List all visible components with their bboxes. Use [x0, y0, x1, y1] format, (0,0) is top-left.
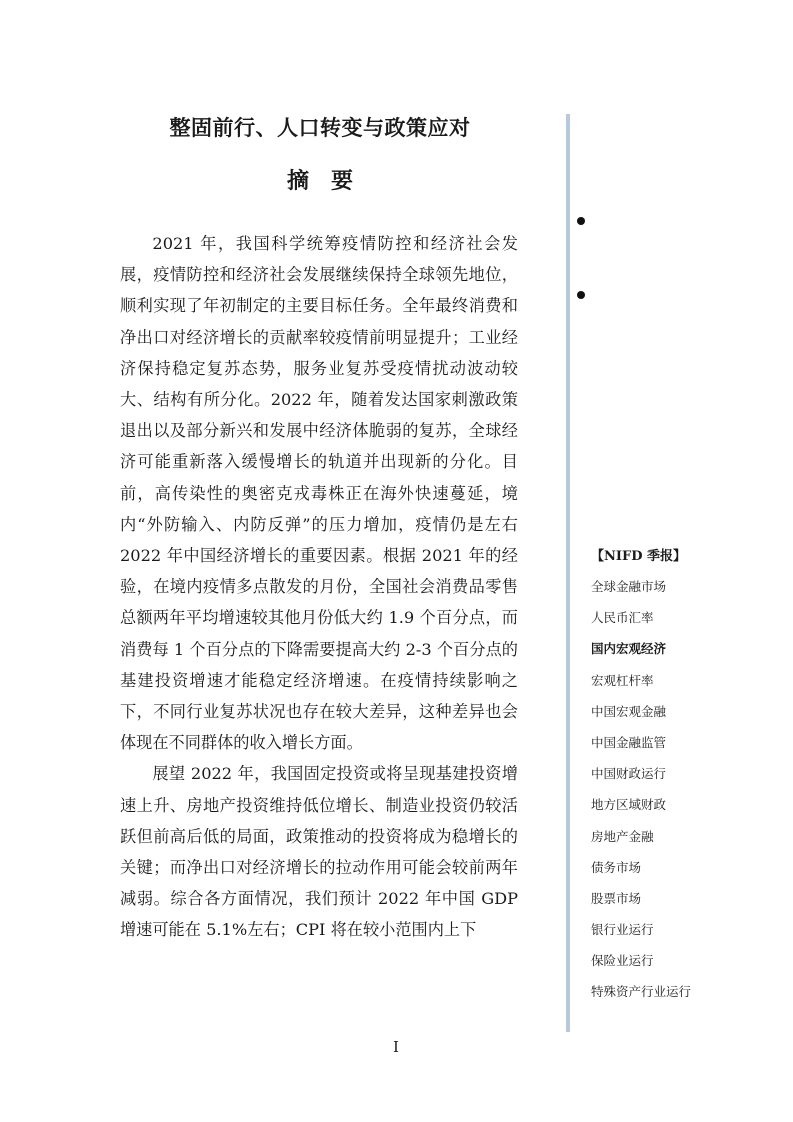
vertical-divider — [566, 114, 570, 1032]
sidebar-item[interactable]: 中国金融监管 — [591, 734, 667, 750]
sidebar-item[interactable]: 全球金融市场 — [591, 579, 667, 594]
sidebar-item[interactable]: 保险业运行 — [591, 953, 654, 969]
sidebar-item[interactable]: 银行业运行 — [591, 922, 654, 938]
bullet-dot — [577, 217, 585, 225]
sidebar-nav — [591, 543, 781, 1008]
sidebar-item[interactable]: 中国财政运行 — [591, 766, 667, 782]
sidebar-item[interactable]: 人民币汇率 — [591, 610, 654, 626]
sidebar-item[interactable]: 宏观杠杆率 — [591, 672, 654, 688]
sidebar-item[interactable]: 国内宏观经济 — [591, 641, 667, 657]
paragraph: 展望 2022 年，我国固定投资或将呈现基建投资增速上升、房地产投资维持低位增长、制造业投资仍较活跃但前高后低的局面，政策推动的投资将成为稳增长的关键；而净出口对经济增长的拉动作用可能会较前两年减弱。综合各方面情况，我们预计 2022 年中国 GDP 增速可能在 5.1%左右；CPI 将在较小范围内上下 — [120, 764, 518, 940]
sidebar-item[interactable]: 中国宏观金融 — [591, 703, 667, 719]
page-title: 整固前行、人口转变与政策应对 — [169, 115, 471, 140]
sidebar-item[interactable]: 房地产金融 — [591, 828, 654, 844]
sidebar-item[interactable]: 特殊资产行业运行 — [591, 984, 692, 1000]
paragraph: 2021 年，我国科学统筹疫情防控和经济社会发展，疫情防控和经济社会发展继续保持全球领先地位，顺利实现了年初制定的主要目标任务。全年最终消费和净出口对经济增长的贡献率较疫情前明显提升；工业经济保持稳定复苏态势，服务业复苏受疫情扰动波动较大、结构有所分化。2022 年，随着发达国家刺激政策退出以及部分新兴和发展中经济体脆弱的复苏，全球经济可能重新落入缓慢增长的轨道并出现新的分化。目前，高传染性的奥密克戎毒株正在海外快速蔓延，境内“外防输入、内防反弹”的压力增加，疫情仍是左右 2022 年中国经济增长的重要因素。根据 2021 年的经验，在境内疫情多点散发的月份，全国社会消费品零售总额两年平均增速较其他月份低大约 1.9 个百分点，而消费每 1 个百分点的下降需要提高大约 2-3 个百分点的基建投资增速才能稳定经济增速。在疫情持续影响之下，不同行业复苏状况也存在较大差异，这种差异也会体现在不同群体的收入增长方面。 — [120, 234, 518, 753]
sidebar-item[interactable]: 地方区域财政 — [591, 797, 667, 813]
page-number: I — [393, 1038, 399, 1056]
sidebar-list — [591, 571, 781, 1008]
sidebar-item[interactable]: 股票市场 — [591, 890, 642, 906]
sidebar-item[interactable]: 债务市场 — [591, 859, 642, 875]
sidebar-heading: 【NIFD 季报】 — [591, 549, 686, 564]
abstract-body — [120, 228, 518, 946]
bullet-dot — [577, 291, 585, 299]
abstract-heading: 摘 要 — [286, 168, 353, 194]
